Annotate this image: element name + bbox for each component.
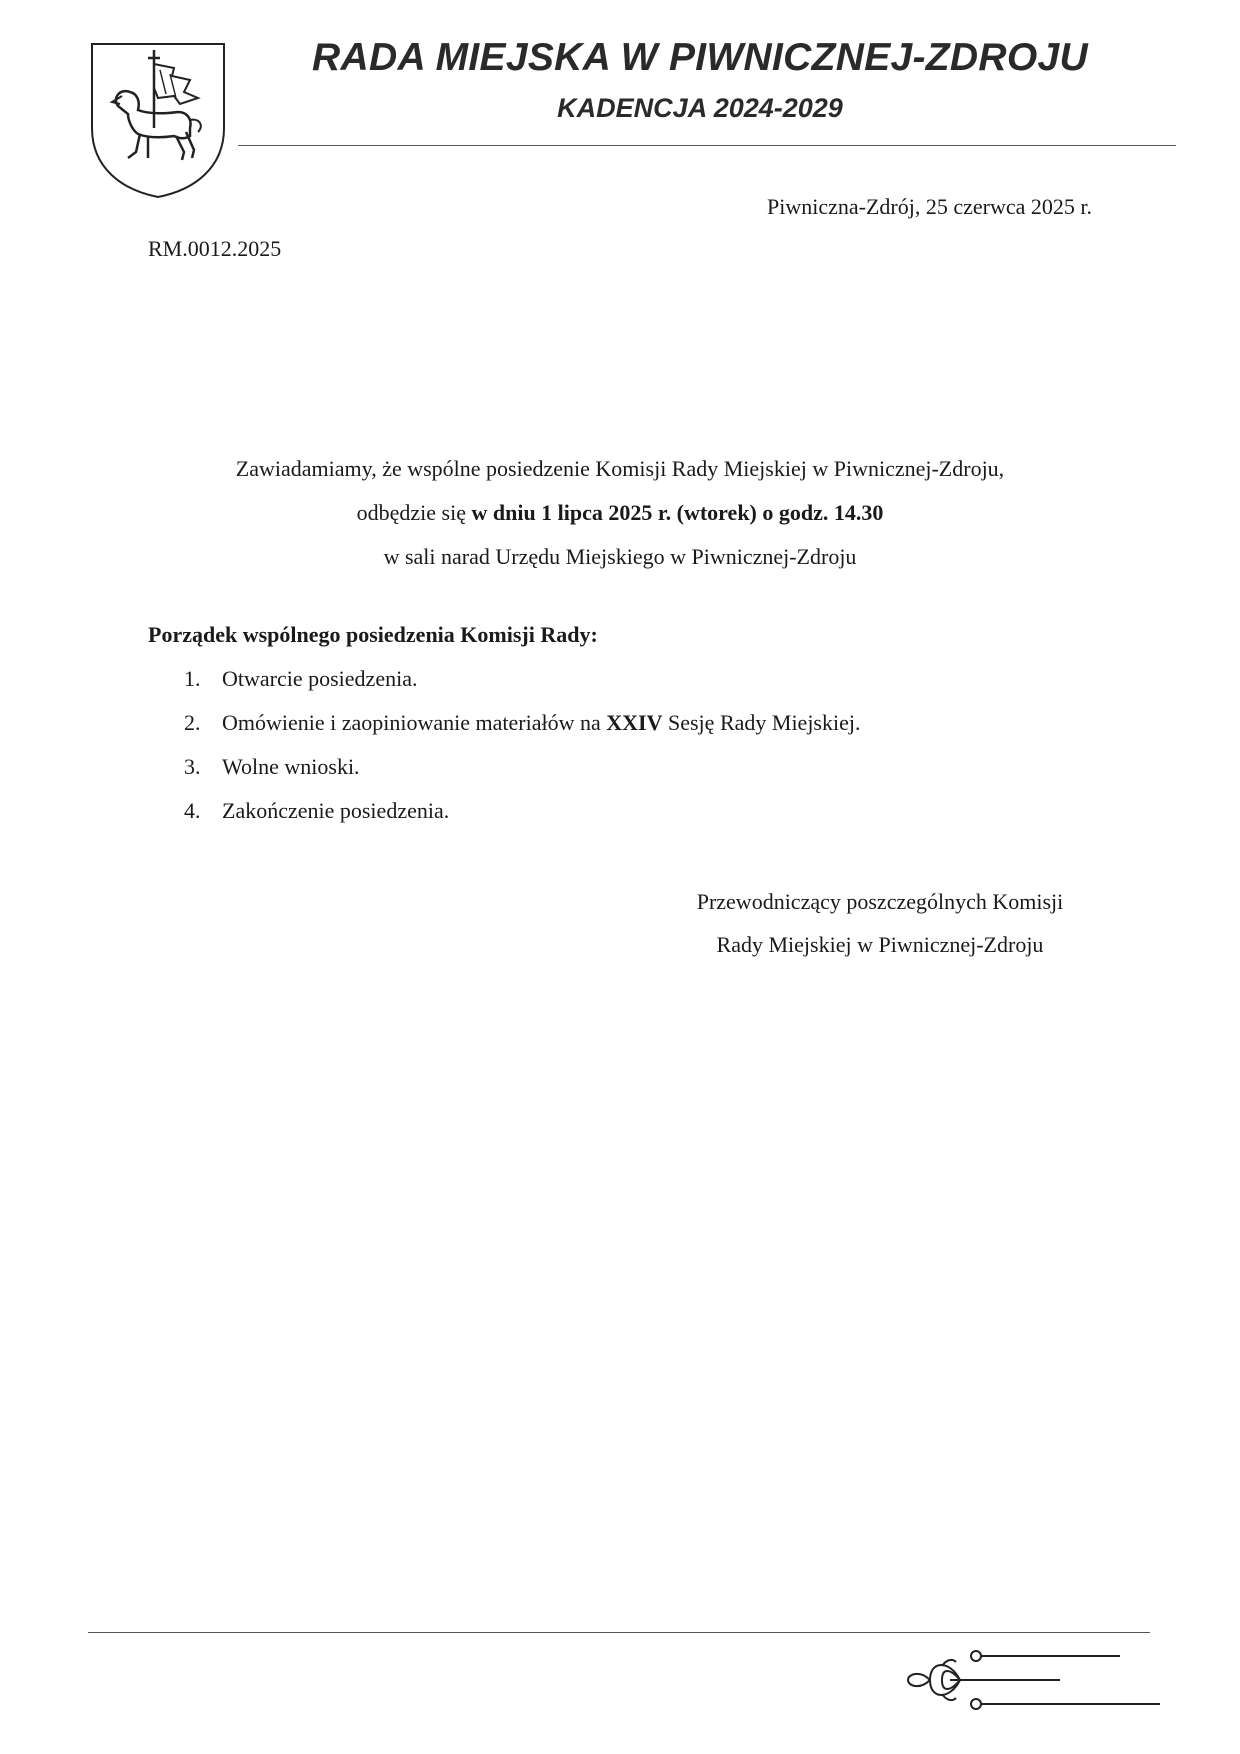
signature-block [620, 880, 1140, 966]
notice-line-1: Zawiadamiamy, że wspólne posiedzenie Komisji Rady Miejskiej w Piwnicznej-Zdroju, [235, 456, 1005, 481]
agenda-item-text: Zakończenie posiedzenia. [222, 798, 450, 823]
notice-line-2 [100, 491, 1140, 535]
meeting-notice [100, 447, 1140, 579]
agenda-list [184, 664, 860, 840]
place-date: Piwniczna-Zdrój, 25 czerwca 2025 r. [767, 194, 1092, 219]
footer-ornament-icon [890, 1640, 1180, 1720]
notice-line-3: w sali narad Urzędu Miejskiego w Piwnicznej-Zdroju [383, 544, 857, 569]
reference-number: RM.0012.2025 [148, 236, 282, 261]
agenda-item [184, 664, 860, 708]
agenda-item-text-end: Sesję Rady Miejskiej. [662, 710, 861, 735]
agenda-item [184, 708, 860, 752]
session-number: XXIV [606, 710, 663, 735]
agenda-item-number: 1. [184, 666, 201, 691]
meeting-date-time: w dniu 1 lipca 2025 r. (wtorek) o godz. 14.30 [471, 500, 884, 525]
agenda-item-number: 3. [184, 754, 201, 779]
council-title: RADA MIEJSKA W PIWNICZNEJ-ZDROJU [312, 36, 1088, 79]
agenda-item-number: 2. [184, 710, 201, 735]
crest-icon [88, 40, 228, 200]
agenda-item-text: Omówienie i zaopiniowanie materiałów na [222, 710, 607, 735]
signature-line-1: Przewodniczący poszczególnych Komisji [696, 889, 1064, 914]
agenda-item [184, 752, 860, 796]
agenda-item-text: Otwarcie posiedzenia. [222, 666, 418, 691]
term-subtitle: KADENCJA 2024-2029 [557, 93, 843, 123]
agenda-item-text: Wolne wnioski. [222, 754, 360, 779]
agenda-item [184, 796, 860, 840]
header-divider [238, 145, 1176, 146]
agenda-item-number: 4. [184, 798, 201, 823]
notice-line-2-prefix: odbędzie się [356, 500, 472, 525]
footer-divider [88, 1632, 1150, 1633]
agenda-title: Porządek wspólnego posiedzenia Komisji Rady: [148, 622, 598, 647]
signature-line-2: Rady Miejskiej w Piwnicznej-Zdroju [716, 932, 1044, 957]
